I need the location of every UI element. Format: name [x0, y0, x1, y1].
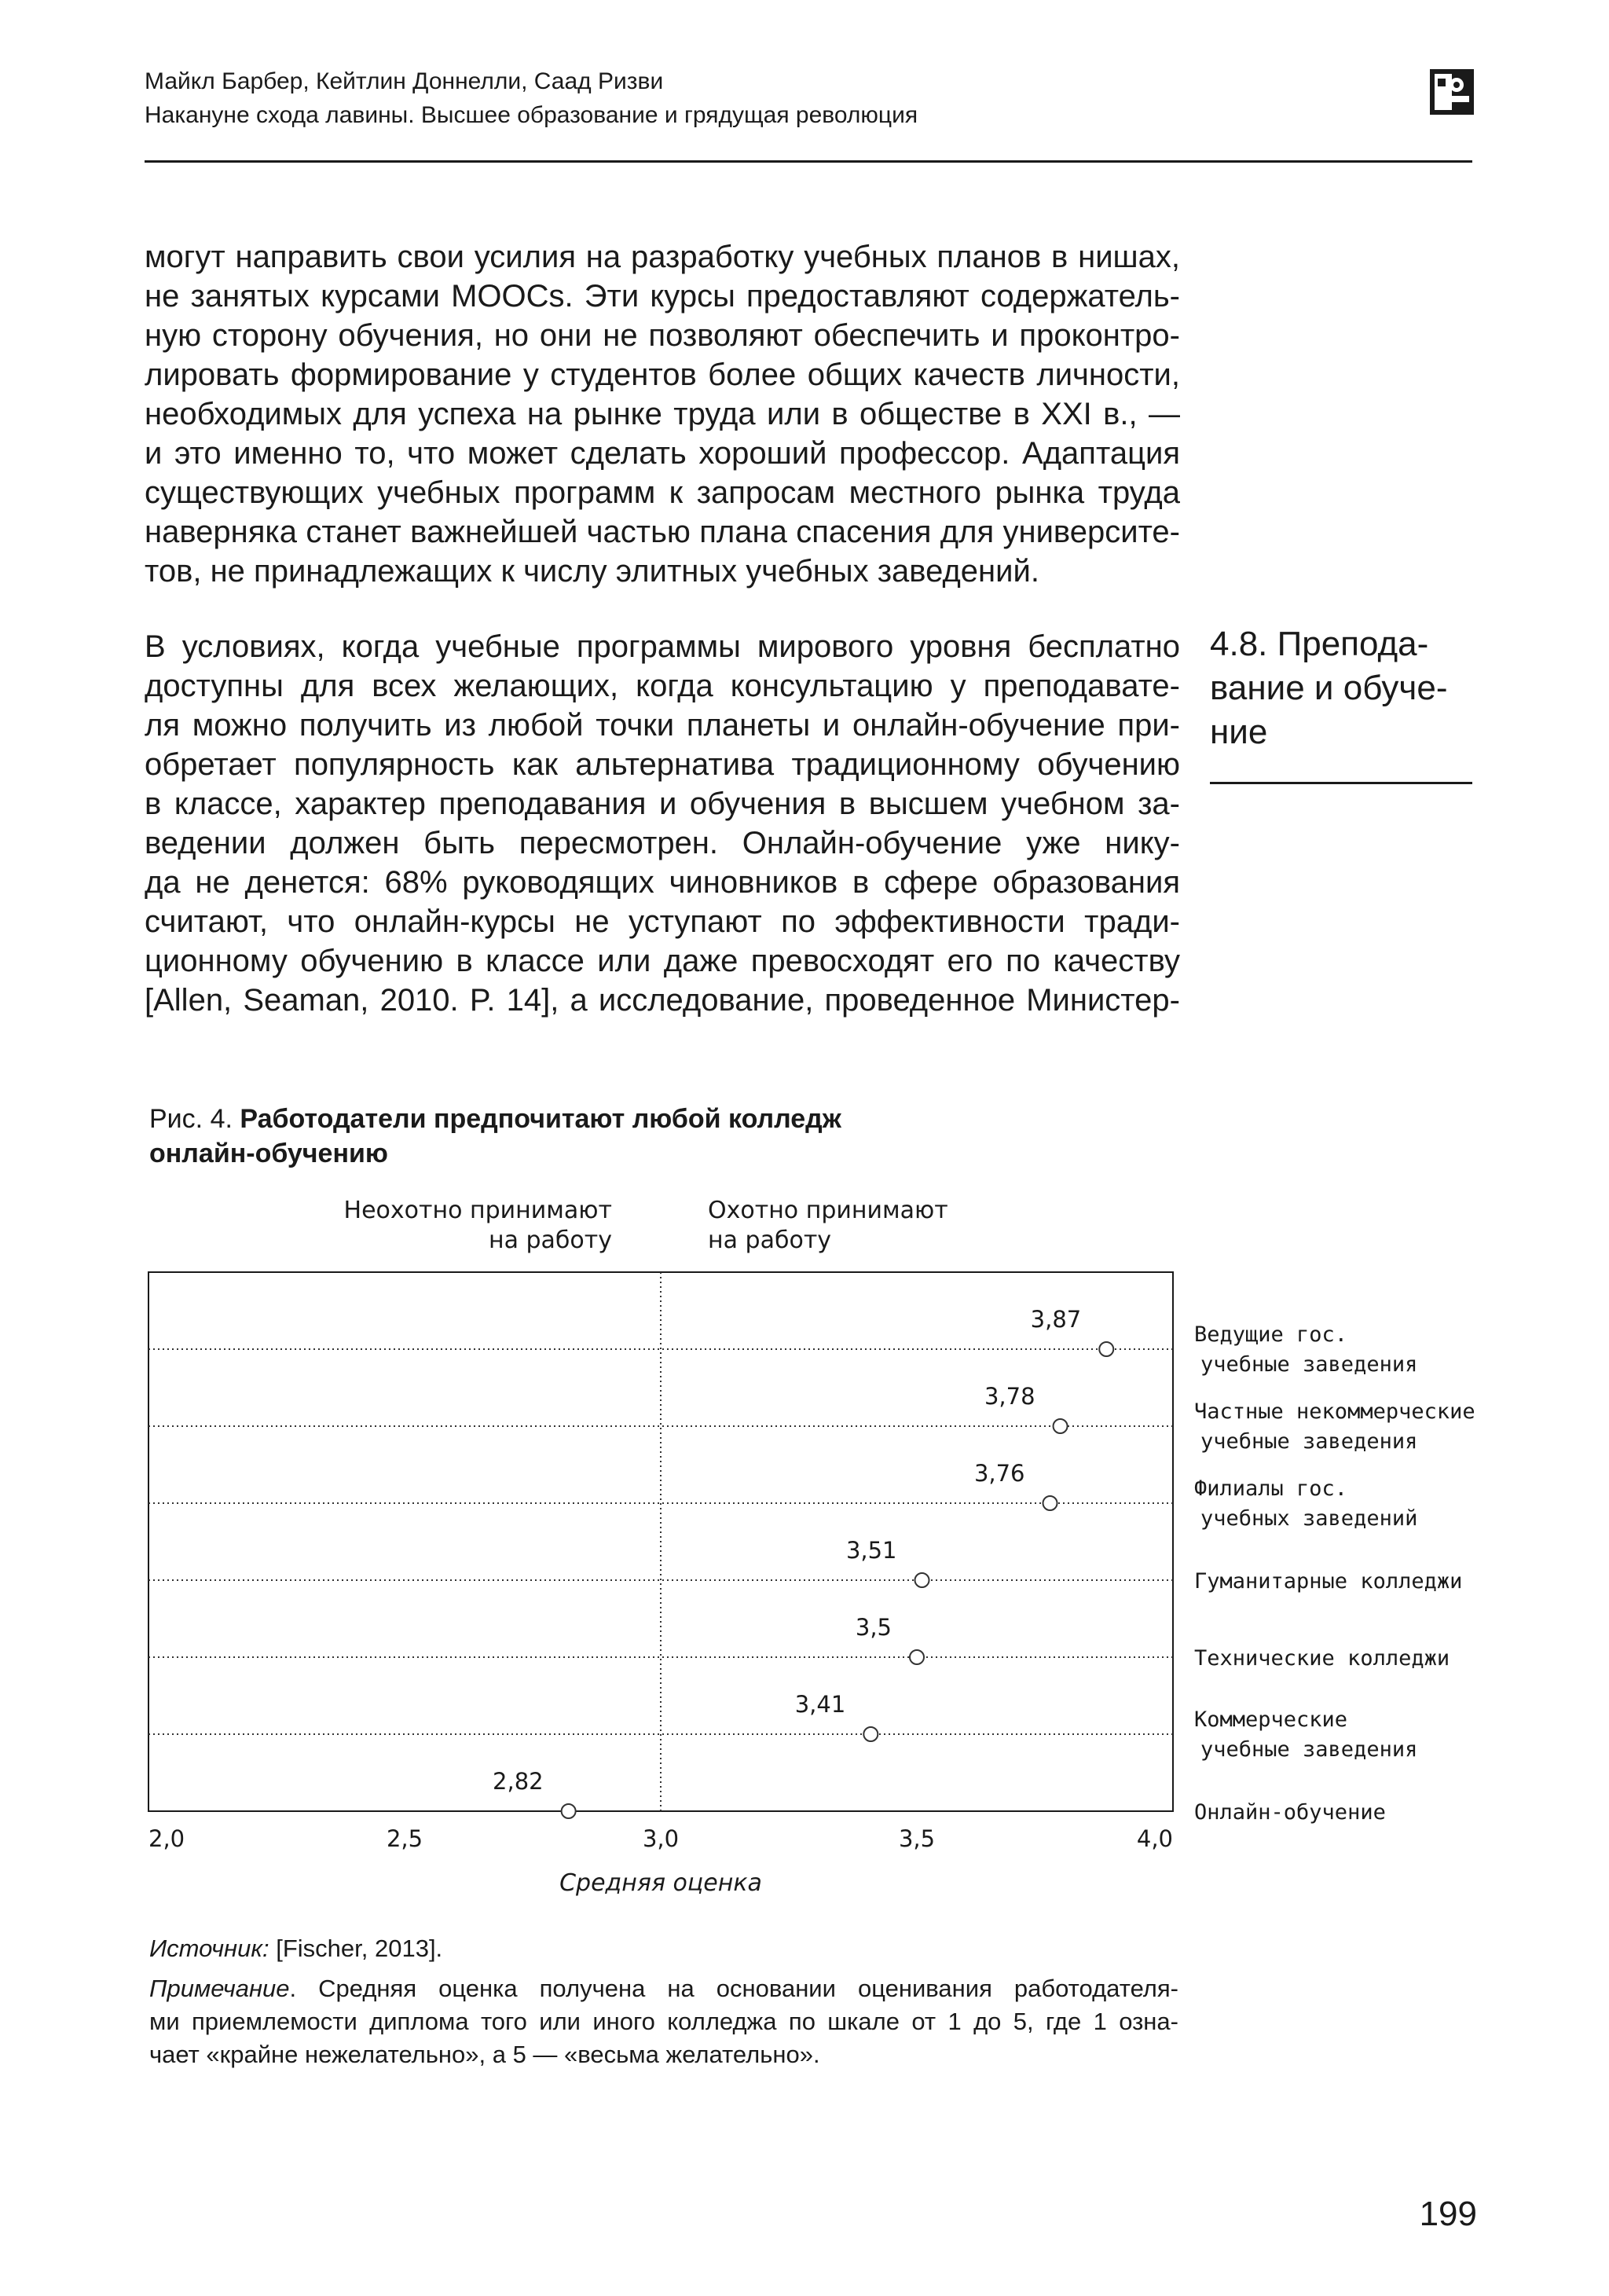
- text-line: и это именно то, что может сделать хороший профессор. Адаптация: [145, 436, 1180, 471]
- category-label: Частные некоммерческие: [1194, 1399, 1475, 1424]
- page-number: 199: [1419, 2195, 1477, 2233]
- category-label: учебные заведения: [1200, 1737, 1418, 1762]
- category-label: Онлайн-обучение: [1194, 1800, 1386, 1825]
- text-line: ля можно получить из любой точки планеты и онлайн-обучение при-: [145, 708, 1180, 743]
- text-line: ную сторону обучения, но они не позволяют обеспечить и проконтро-: [145, 318, 1180, 353]
- data-point: [1054, 1419, 1068, 1433]
- x-tick-label: 3,0: [642, 1825, 680, 1852]
- figure-prefix: Рис. 4.: [149, 1104, 233, 1134]
- category-label: учебные заведения: [1200, 1429, 1418, 1454]
- figure-title-line-2: онлайн-обучению: [149, 1139, 388, 1168]
- region-label-left: Неохотно принимают: [343, 1197, 612, 1224]
- heading-line: ние: [1210, 713, 1268, 751]
- x-tick-label: 3,5: [898, 1825, 936, 1852]
- category-label: Ведущие гос.: [1194, 1322, 1348, 1347]
- text-line: наверняка станет важнейшей частью плана спасения для университе-: [145, 515, 1180, 549]
- figure-source: [149, 1933, 442, 1964]
- x-tick-label: 2,5: [386, 1825, 423, 1852]
- note-text-1: . Средняя оценка получена на основании оценивания работодателя-: [289, 1975, 1178, 2002]
- text-line: В условиях, когда учебные программы мирового уровня бесплатно: [145, 629, 1180, 664]
- data-label: 3,78: [984, 1383, 1035, 1410]
- text-line: существующих учебных программ к запросам местного рынка труда: [145, 475, 1180, 510]
- note-line: [149, 1972, 1178, 2005]
- x-tick-label: 4,0: [1136, 1825, 1173, 1852]
- figure-title-line-1: Работодатели предпочитают любой колледж: [240, 1104, 841, 1134]
- text-line: ционному обучению в классе или даже превосходят его по качеству: [145, 944, 1180, 978]
- note-line: чает «крайне нежелательно», а 5 — «весьма желательно».: [149, 2041, 820, 2068]
- category-label: учебных заведений: [1200, 1506, 1418, 1531]
- figure-note: [149, 1972, 1178, 2071]
- source-label: Источник:: [149, 1935, 269, 1962]
- data-label: 3,76: [973, 1460, 1025, 1487]
- data-point: [915, 1573, 929, 1587]
- text-line: могут направить свои усилия на разработку учебных планов в нишах,: [145, 240, 1180, 274]
- header-authors: Майкл Барбер, Кейтлин Доннелли, Саад Ризви: [145, 68, 664, 94]
- text-line: считают, что онлайн-курсы не уступают по эффективности тради-: [145, 904, 1180, 939]
- text-line: [Allen, Seaman, 2010. P. 14], а исследование, проведенное Министер-: [145, 983, 1180, 1018]
- data-label: 3,51: [845, 1537, 897, 1564]
- text-line: ведении должен быть пересмотрен. Онлайн-обучение уже нику-: [145, 826, 1180, 860]
- note-line: ми приемлемости диплома того или иного колледжа по шкале от 1 до 5, где 1 озна-: [149, 2008, 1178, 2035]
- region-label-right: Охотно принимают: [708, 1197, 948, 1224]
- text-line: тов, не принадлежащих к числу элитных учебных заведений.: [145, 554, 1039, 589]
- note-label: Примечание: [149, 1975, 290, 2002]
- text-line: необходимых для успеха на рынке труда или в обществе в XXI в., —: [145, 397, 1180, 431]
- category-label: Филиалы гос.: [1194, 1476, 1348, 1501]
- heading-line: 4.8. Препода-: [1210, 625, 1429, 663]
- data-label: 3,87: [1030, 1306, 1082, 1333]
- data-point: [910, 1650, 924, 1664]
- data-label: 3,5: [855, 1614, 892, 1641]
- heading-line: вание и обуче-: [1210, 669, 1448, 707]
- data-label: 3,41: [794, 1691, 846, 1718]
- category-label: Технические колледжи: [1194, 1646, 1450, 1671]
- category-label: учебные заведения: [1200, 1352, 1418, 1377]
- text-line: не занятых курсами MOOCs. Эти курсы предоставляют содержатель-: [145, 279, 1180, 314]
- category-label: Гуманитарные колледжи: [1194, 1569, 1463, 1594]
- x-axis-label: Средняя оценка: [559, 1869, 762, 1897]
- data-point: [1099, 1342, 1113, 1356]
- data-point: [863, 1727, 878, 1741]
- data-label: 2,82: [493, 1768, 544, 1795]
- header-book-title: Накануне схода лавины. Высшее образование и грядущая революция: [145, 102, 918, 128]
- data-point: [1043, 1496, 1057, 1510]
- text-line: да не денется: 68% руководящих чиновников в сфере образования: [145, 865, 1180, 900]
- text-line: доступны для всех желающих, когда консультацию у преподавате-: [145, 669, 1180, 703]
- text-line: обретает популярность как альтернатива традиционному обучению: [145, 747, 1180, 782]
- text-line: в классе, характер преподавания и обучения в высшем учебном за-: [145, 787, 1180, 821]
- category-label: Коммерческие: [1194, 1707, 1348, 1732]
- x-tick-label: 2,0: [148, 1825, 185, 1852]
- source-text: [Fischer, 2013].: [276, 1935, 443, 1962]
- region-label-left: на работу: [488, 1227, 612, 1254]
- text-line: лировать формирование у студентов более общих качеств личности,: [145, 358, 1180, 392]
- data-point: [562, 1804, 576, 1818]
- region-label-right: на работу: [708, 1227, 832, 1254]
